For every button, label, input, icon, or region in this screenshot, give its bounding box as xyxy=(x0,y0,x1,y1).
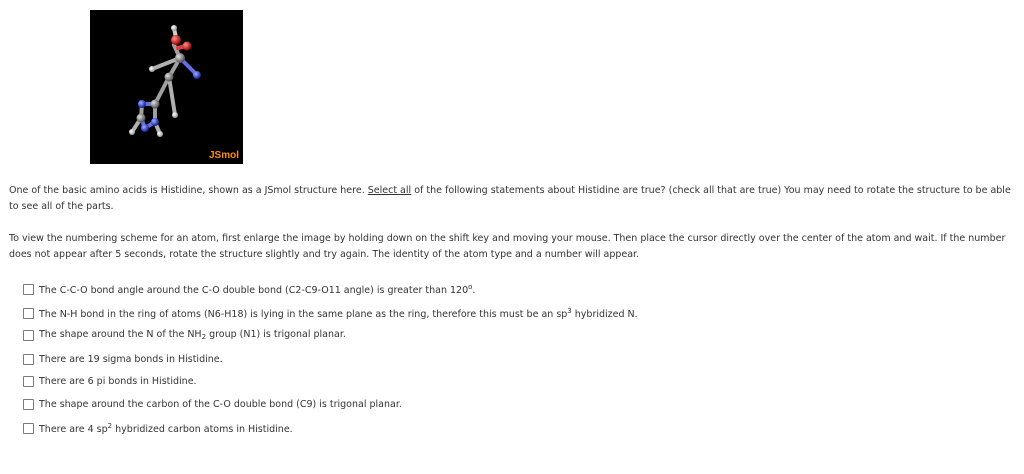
option-text-sup: 3 xyxy=(567,306,572,315)
option-text-a: There are 19 sigma bonds in Histidine. xyxy=(39,353,223,365)
option-checkbox[interactable] xyxy=(23,399,34,410)
option-checkbox[interactable] xyxy=(23,308,34,319)
option-text-sub: 2 xyxy=(201,333,207,341)
intro-text-after: of the following statements about Histidine are true? (check all that are true) You may need to rotate the structure to be able to see all of the parts. xyxy=(9,185,1011,212)
option-checkbox[interactable] xyxy=(23,376,34,387)
option-item[interactable] xyxy=(23,397,402,411)
intro-text-before: One of the basic amino acids is Histidine, shown as a JSmol structure here. xyxy=(9,185,368,196)
option-text-a: The N-H bond in the ring of atoms (N6-H18) is lying in the same plane as the ring, therefore this must be an sp xyxy=(39,308,568,320)
option-label[interactable] xyxy=(39,354,223,365)
option-checkbox[interactable] xyxy=(23,354,34,365)
option-item[interactable] xyxy=(23,421,293,435)
histidine-molecule-model xyxy=(90,10,243,164)
option-text-a: There are 6 pi bonds in Histidine. xyxy=(39,375,197,387)
option-label[interactable] xyxy=(39,329,346,341)
option-label[interactable] xyxy=(39,283,475,296)
option-label[interactable] xyxy=(39,376,197,387)
option-text-sup: o xyxy=(468,282,473,291)
select-all-link: Select all xyxy=(367,185,412,196)
question-intro xyxy=(9,183,1021,215)
option-label[interactable] xyxy=(39,422,293,435)
option-item[interactable] xyxy=(23,352,223,366)
option-item[interactable] xyxy=(23,328,346,342)
option-text-b: hybridized carbon atoms in Histidine. xyxy=(112,423,293,435)
option-checkbox[interactable] xyxy=(23,284,34,295)
option-label[interactable] xyxy=(39,399,402,410)
option-checkbox[interactable] xyxy=(23,330,34,341)
option-text-a: The shape around the N of the NH xyxy=(39,329,202,340)
option-checkbox[interactable] xyxy=(23,423,34,434)
option-label[interactable] xyxy=(39,307,638,320)
option-text-sup: 2 xyxy=(107,421,113,430)
option-item[interactable] xyxy=(23,282,475,296)
option-text-b: hybridized N. xyxy=(571,308,638,320)
option-item[interactable] xyxy=(23,306,638,320)
option-item[interactable] xyxy=(23,374,197,388)
jsmol-viewer[interactable] xyxy=(90,10,243,164)
option-text-b: . xyxy=(472,284,476,296)
option-text-a: The shape around the carbon of the C-O double bond (C9) is trigonal planar. xyxy=(39,398,402,410)
option-text-a: The C-C-O bond angle around the C-O double bond (C2-C9-O11 angle) is greater than 120 xyxy=(39,284,469,296)
instructions: To view the numbering scheme for an atom, first enlarge the image by holding down on the shift key and moving your mouse. Then place the cursor directly over the center of the atom and wait. If the number does not appear after 5 seconds, rotate the structure slightly and try again. The identity of the atom type and a number will appear. xyxy=(9,233,1006,260)
option-text-c: group (N1) is trigonal planar. xyxy=(206,329,346,340)
jsmol-label: JSmol xyxy=(208,150,239,161)
option-text-a: There are 4 sp xyxy=(39,423,108,435)
